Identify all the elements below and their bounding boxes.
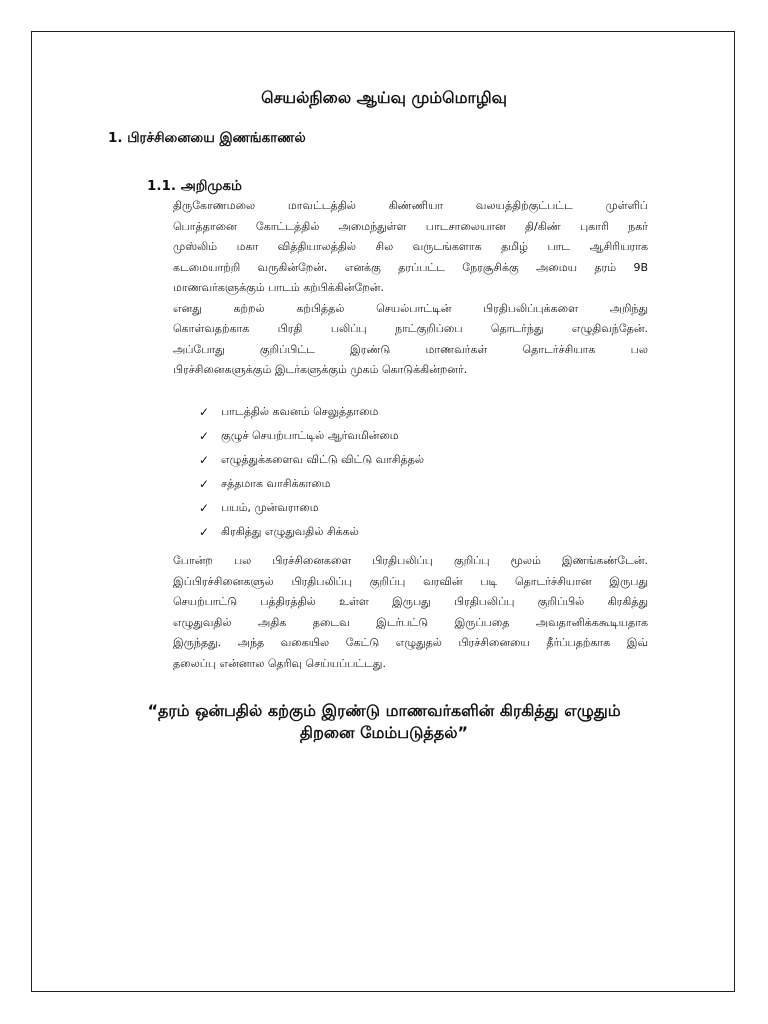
quote-line: திறனை மேம்படுத்தல்” <box>299 723 469 742</box>
checkmark-icon: ✓ <box>199 477 210 491</box>
checklist-item-label: பாடத்தில் கவனம் செலுத்தாமை <box>221 404 379 418</box>
intro-line: கொள்வதற்காக பிரதி பலிப்பு நாட்குறிப்பை தொடர்ந்து எழுதிவந்தேன். <box>173 322 648 335</box>
intro-paragraph <box>173 196 648 381</box>
intro-line: மாணவர்களுக்கும் பாடம் கற்பிக்கின்றேன். <box>173 281 384 294</box>
checkmark-icon: ✓ <box>199 525 210 539</box>
checklist-item-label: பயம், முன்வராமை <box>221 500 319 514</box>
closing-line: போன்ற பல பிரச்சினைகளை பிரதிபலிப்பு குறிப்பு மூலம் இணங்கண்டேன். <box>173 554 648 567</box>
checkmark-icon: ✓ <box>199 501 210 515</box>
closing-paragraph <box>173 551 648 674</box>
intro-line: பிரச்சினைகளுக்கும் இடர்களுக்கும் முகம் கொடுக்கின்றனர். <box>173 363 468 376</box>
checkmark-icon: ✓ <box>199 429 210 443</box>
intro-line: கடமையாற்றி வருகின்றேன். எனக்கு தரப்பட்ட நேரசூசிக்கு அமைய தரம் 9B <box>173 260 648 274</box>
intro-line: பொத்தானை கோட்டத்தில் அமைந்துள்ள பாடசாலையான தி/கிண் புகாரி நகர் <box>173 219 648 233</box>
intro-line: திருகோணமலை மாவட்டத்தில் கிண்ணியா வலயத்திற்குட்பட்ட முள்ளிப் <box>173 199 648 212</box>
document-title: செயல்நிலை ஆய்வு மும்மொழிவு <box>261 88 507 107</box>
intro-line: அப்போது குறிப்பிட்ட இரண்டு மாணவர்கள் தொடர்ச்சியாக பல <box>173 342 648 356</box>
section-heading: 1. பிரச்சினையை இணங்காணல் <box>108 130 306 146</box>
checkmark-icon: ✓ <box>199 405 210 419</box>
closing-line: தலைப்பு என்னால தெரிவு செய்யப்பட்டது. <box>173 656 386 670</box>
checklist-item <box>199 472 424 496</box>
checklist-item <box>199 400 424 424</box>
closing-line: இருந்தது. அந்த வகையில கேட்டு எழுதுதல் பிரச்சினையை தீர்ப்பதற்காக இவ் <box>173 636 648 649</box>
checklist-item-label: கிரகித்து எழுதுவதில் சிக்கல் <box>221 524 359 538</box>
quote-line: “தரம் ஒன்பதில் கற்கும் இரண்டு மாணவர்களின் கிரகித்து எழுதும் <box>147 701 621 720</box>
checklist-item-label: எழுத்துக்களைவ விட்டு விட்டு வாசித்தல் <box>221 452 424 466</box>
checklist-item <box>199 496 424 520</box>
checklist-item-label: சத்தமாக வாசிக்காமை <box>221 476 331 490</box>
checklist-item-label: குழுச் செயற்பாட்டில் ஆர்வமின்மை <box>221 428 399 442</box>
subsection-heading: 1.1. அறிமுகம் <box>147 178 242 194</box>
closing-line: இப்பிரச்சினைகளுல் பிரதிபலிப்பு குறிப்பு வரவின் படி தொடர்ச்சியான இருபது <box>173 574 648 588</box>
closing-line: எழுதுவதில் அதிக தடைவ இடர்பட்டு இருப்பதை அவதானிக்ககூடியதாக <box>173 615 648 629</box>
intro-line: எனது கற்றல் கற்பித்தல் செயல்பாட்டின் பிரதிபலிப்புக்களை அறிந்து <box>173 301 648 315</box>
checklist-item <box>199 424 424 448</box>
closing-line: செயற்பாட்டு பத்திரத்தில் உள்ள இருபது பிரதிபலிப்பு குறிப்பில் கிரகித்து <box>173 595 648 608</box>
checkmark-icon: ✓ <box>199 453 210 467</box>
checklist-item <box>199 520 424 544</box>
checklist-item <box>199 448 424 472</box>
intro-line: முஸ்லிம் மகா வித்தியாலத்தில் சில வருடங்களாக தமிழ் பாட ஆசிரியராக <box>173 240 648 253</box>
research-topic-quote <box>0 700 768 744</box>
problem-checklist <box>199 400 424 544</box>
